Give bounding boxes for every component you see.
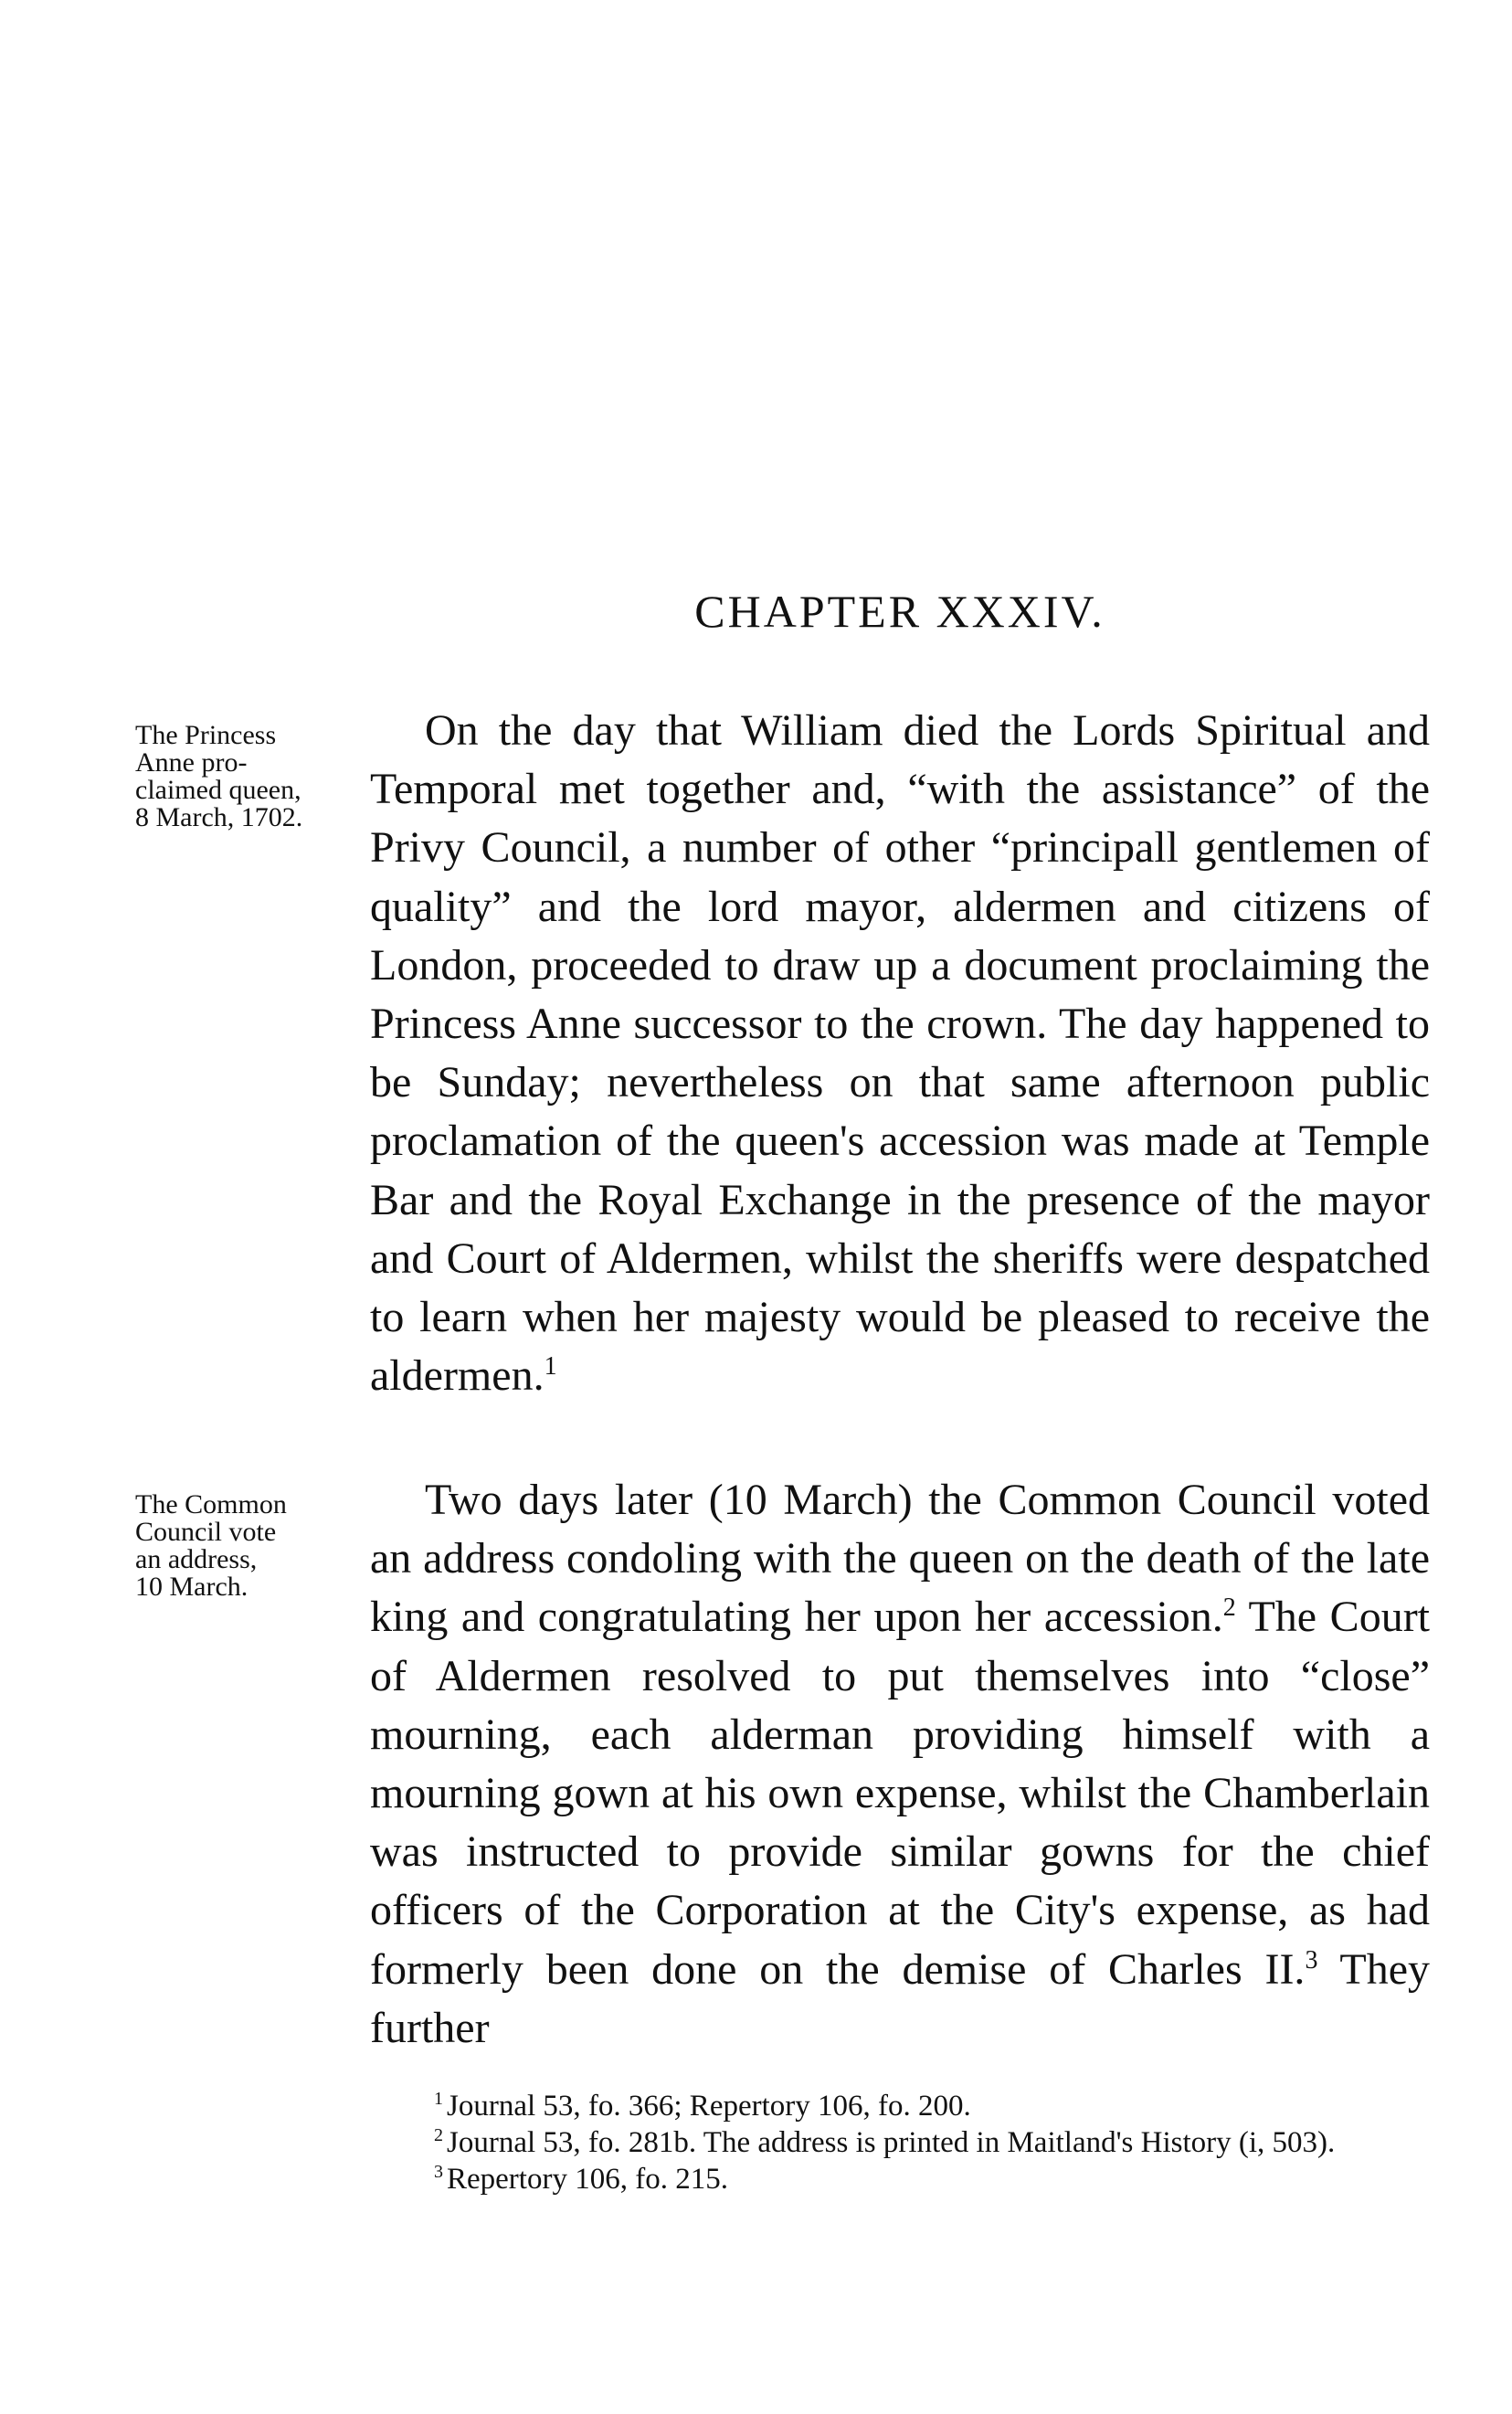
footnote-mark: 1 xyxy=(434,2089,443,2109)
paragraph-text xyxy=(370,702,1430,1405)
footnote-1 xyxy=(370,2088,1430,2124)
footnote-mark: 2 xyxy=(434,2125,443,2145)
paragraph-text xyxy=(370,1471,1430,2058)
footnote-3 xyxy=(370,2161,1430,2197)
sidenote-line: The Princess xyxy=(135,720,277,750)
sidenote-line: The Common xyxy=(135,1489,287,1519)
sidenote-line: Anne pro- xyxy=(135,747,248,778)
sidenote-princess-anne xyxy=(135,722,359,831)
sidenote-line: 10 March. xyxy=(135,1572,248,1602)
footnote-2 xyxy=(370,2124,1430,2161)
sidenote-line: an address, xyxy=(135,1544,258,1574)
sidenote-common-council xyxy=(135,1491,359,1601)
sidenote-line: 8 March, 1702. xyxy=(135,802,303,832)
footnote-reference: 2 xyxy=(1222,1593,1236,1623)
sidenote-line: claimed queen, xyxy=(135,775,301,805)
paragraph-proclamation xyxy=(370,702,1430,1405)
footnote-reference: 3 xyxy=(1305,1945,1318,1975)
footnote-text: Journal 53, fo. 281b. The address is printed in Maitland's History (i, 503). xyxy=(447,2126,1336,2159)
paragraph-body: They further xyxy=(370,1944,1430,2052)
footnote-reference: 1 xyxy=(544,1352,557,1382)
footnotes xyxy=(370,2088,1430,2197)
paragraph-body: On the day that William died the Lords Spiritual and Temporal met together and, “with the assistance” of the Privy Council, a number of other “principall gentlemen of quality” and the lord mayor, aldermen and citizens of London, proceeded to draw up a document proclaiming the Princess Anne successor to the crown. The day happened to be Sunday; nevertheless on that same afternoon public proclamation of the queen's accession was made at Temple Bar and the Royal Exchange in the presence of the mayor and Court of Aldermen, whilst the sheriffs were despatched to learn when her majesty would be pleased to receive the aldermen. xyxy=(370,706,1430,1401)
paragraph-body: Two days later (10 March) the Common Council voted an address condoling with the queen on the death of the late king and congratulating her upon her accession. xyxy=(370,1476,1430,1642)
footnote-text: Repertory 106, fo. 215. xyxy=(447,2163,728,2196)
footnote-text: Journal 53, fo. 366; Repertory 106, fo. 200. xyxy=(447,2090,971,2123)
paragraph-body: The Court of Aldermen resolved to put themselves into “close” mourning, each alderman providing himself with a mourning gown at his own expense, whilst the Chamberlain was instructed to provide similar gowns for the chief officers of the Corporation at the City's expense, as had formerly been done on the demise of Charles II. xyxy=(370,1593,1431,1994)
sidenote-line: Council vote xyxy=(135,1517,277,1547)
paragraph-common-council xyxy=(370,1471,1430,2058)
footnote-mark: 3 xyxy=(434,2162,443,2182)
chapter-title: CHAPTER XXXIV. xyxy=(694,586,1105,637)
